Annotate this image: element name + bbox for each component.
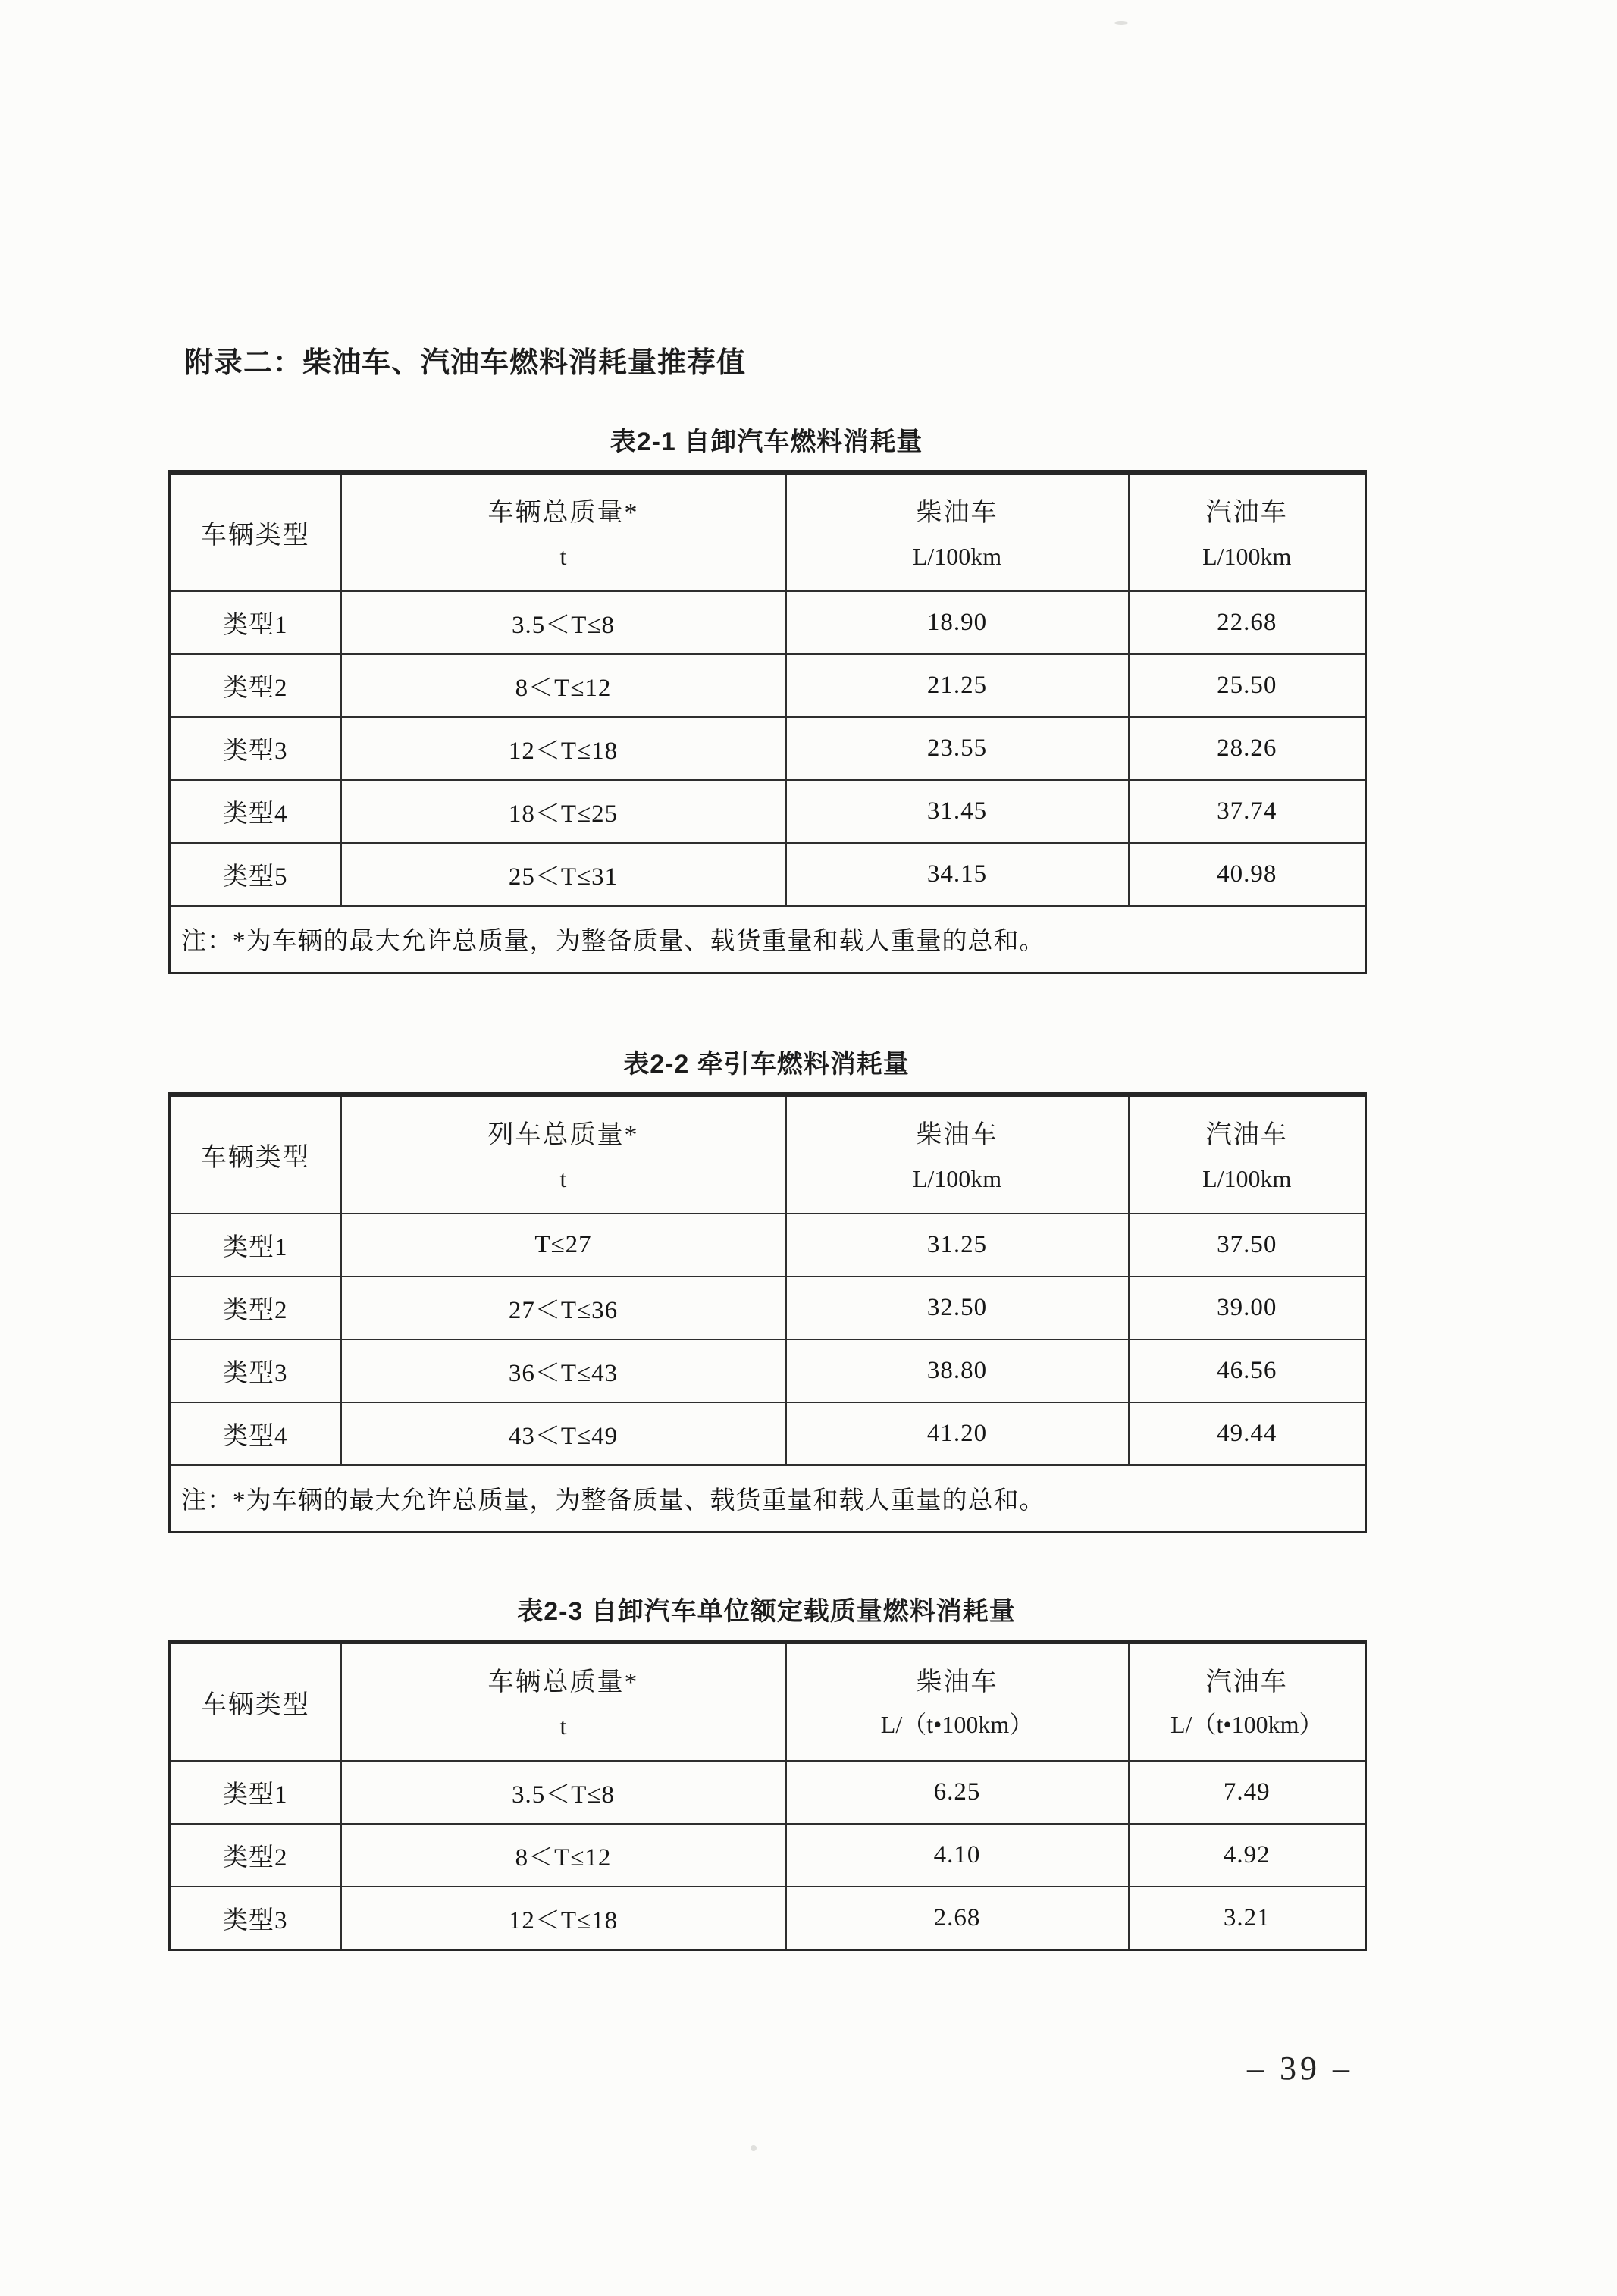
col-header-diesel — [786, 1095, 1129, 1214]
cell-gasoline-value: 37.50 — [1129, 1214, 1366, 1276]
cell-gasoline-value: 25.50 — [1129, 654, 1366, 717]
cell-vehicle-type: 类型2 — [170, 654, 341, 717]
table-2-2 — [168, 1092, 1367, 1533]
col-header-gasoline — [1129, 1642, 1366, 1761]
cell-mass-range: 18＜T≤25 — [341, 780, 786, 843]
col-header-label: 车辆总质量* — [487, 1668, 639, 1696]
cell-mass-range: 3.5＜T≤8 — [341, 591, 786, 654]
table-row — [170, 1339, 1366, 1402]
col-header-unit: L/100km — [1202, 543, 1292, 570]
col-header-gasoline — [1129, 472, 1366, 591]
cell-gasoline-value: 49.44 — [1129, 1402, 1366, 1465]
col-header-label: 列车总质量* — [487, 1121, 639, 1149]
table-row — [170, 1214, 1366, 1276]
cell-mass-range: 27＜T≤36 — [341, 1276, 786, 1339]
col-header-label: 车辆类型 — [200, 522, 310, 550]
col-header-unit: L/100km — [912, 543, 1002, 570]
col-header-unit: L/（t•100km） — [880, 1711, 1034, 1738]
table-header-row — [170, 1642, 1366, 1761]
table-note-row — [170, 1465, 1366, 1532]
cell-vehicle-type: 类型2 — [170, 1824, 341, 1887]
col-header-diesel — [786, 1642, 1129, 1761]
cell-diesel-value: 23.55 — [786, 717, 1129, 780]
col-header-diesel — [786, 472, 1129, 591]
cell-diesel-value: 32.50 — [786, 1276, 1129, 1339]
table-row — [170, 1761, 1366, 1824]
cell-mass-range: 8＜T≤12 — [341, 654, 786, 717]
cell-mass-range: 12＜T≤18 — [341, 717, 786, 780]
scan-artifact — [751, 2145, 757, 2151]
col-header-label: 柴油车 — [916, 499, 998, 527]
table-2-3 — [168, 1640, 1367, 1951]
cell-diesel-value: 38.80 — [786, 1339, 1129, 1402]
col-header-unit: L/100km — [912, 1165, 1002, 1192]
col-header-vehicle-type — [170, 1642, 341, 1761]
cell-vehicle-type: 类型2 — [170, 1276, 341, 1339]
col-header-gross-mass — [341, 472, 786, 591]
appendix-heading: 附录二：柴油车、汽油车燃料消耗量推荐值 — [184, 347, 747, 379]
table-row — [170, 1824, 1366, 1887]
cell-diesel-value: 41.20 — [786, 1402, 1129, 1465]
table-2-1-section — [168, 429, 1365, 974]
cell-mass-range: 8＜T≤12 — [341, 1824, 786, 1887]
table-header-row — [170, 472, 1366, 591]
cell-diesel-value: 34.15 — [786, 843, 1129, 906]
col-header-unit: L/（t•100km） — [1170, 1711, 1324, 1738]
col-header-label: 汽油车 — [1205, 1121, 1288, 1149]
cell-vehicle-type: 类型1 — [170, 1761, 341, 1824]
cell-diesel-value: 18.90 — [786, 591, 1129, 654]
table-row — [170, 1887, 1366, 1950]
cell-vehicle-type: 类型4 — [170, 780, 341, 843]
table-row — [170, 717, 1366, 780]
cell-diesel-value: 31.45 — [786, 780, 1129, 843]
table-note: 注：*为车辆的最大允许总质量，为整备质量、载货重量和载人重量的总和。 — [170, 1465, 1366, 1532]
col-header-unit: t — [559, 1712, 567, 1740]
cell-vehicle-type: 类型3 — [170, 1887, 341, 1950]
cell-diesel-value: 21.25 — [786, 654, 1129, 717]
table-row — [170, 780, 1366, 843]
table-2-3-title: 表2-3 自卸汽车单位额定载质量燃料消耗量 — [517, 1597, 1016, 1626]
cell-gasoline-value: 7.49 — [1129, 1761, 1366, 1824]
table-note: 注：*为车辆的最大允许总质量，为整备质量、载货重量和载人重量的总和。 — [170, 906, 1366, 973]
col-header-label: 车辆类型 — [200, 1144, 310, 1172]
scan-artifact — [1114, 21, 1128, 25]
col-header-train-mass — [341, 1095, 786, 1214]
cell-gasoline-value: 4.92 — [1129, 1824, 1366, 1887]
cell-gasoline-value: 40.98 — [1129, 843, 1366, 906]
col-header-unit: t — [559, 543, 567, 570]
col-header-label: 车辆总质量* — [487, 499, 639, 527]
cell-vehicle-type: 类型1 — [170, 591, 341, 654]
table-2-1-title: 表2-1 自卸汽车燃料消耗量 — [610, 428, 923, 456]
cell-mass-range: 3.5＜T≤8 — [341, 1761, 786, 1824]
cell-diesel-value: 31.25 — [786, 1214, 1129, 1276]
cell-vehicle-type: 类型3 — [170, 717, 341, 780]
table-header-row — [170, 1095, 1366, 1214]
col-header-gasoline — [1129, 1095, 1366, 1214]
cell-gasoline-value: 37.74 — [1129, 780, 1366, 843]
table-row — [170, 1402, 1366, 1465]
col-header-label: 汽油车 — [1205, 1668, 1288, 1696]
cell-gasoline-value: 3.21 — [1129, 1887, 1366, 1950]
cell-mass-range: 43＜T≤49 — [341, 1402, 786, 1465]
table-2-1 — [168, 470, 1367, 974]
cell-mass-range: 12＜T≤18 — [341, 1887, 786, 1950]
table-2-2-title: 表2-2 牵引车燃料消耗量 — [623, 1050, 910, 1079]
cell-vehicle-type: 类型4 — [170, 1402, 341, 1465]
cell-mass-range: T≤27 — [341, 1214, 786, 1276]
col-header-vehicle-type — [170, 1095, 341, 1214]
col-header-label: 柴油车 — [916, 1121, 998, 1149]
table-row — [170, 1276, 1366, 1339]
table-row — [170, 591, 1366, 654]
table-row — [170, 654, 1366, 717]
cell-diesel-value: 6.25 — [786, 1761, 1129, 1824]
col-header-unit: L/100km — [1202, 1165, 1292, 1192]
table-row — [170, 843, 1366, 906]
cell-mass-range: 25＜T≤31 — [341, 843, 786, 906]
cell-vehicle-type: 类型1 — [170, 1214, 341, 1276]
cell-gasoline-value: 28.26 — [1129, 717, 1366, 780]
table-2-2-section — [168, 1051, 1365, 1533]
col-header-vehicle-type — [170, 472, 341, 591]
cell-vehicle-type: 类型3 — [170, 1339, 341, 1402]
cell-mass-range: 36＜T≤43 — [341, 1339, 786, 1402]
col-header-label: 车辆类型 — [200, 1691, 310, 1719]
col-header-gross-mass — [341, 1642, 786, 1761]
cell-gasoline-value: 22.68 — [1129, 591, 1366, 654]
page-number: – 39 – — [1247, 2050, 1353, 2087]
col-header-label: 汽油车 — [1205, 499, 1288, 527]
cell-diesel-value: 2.68 — [786, 1887, 1129, 1950]
col-header-unit: t — [559, 1165, 567, 1192]
table-2-3-section — [168, 1599, 1365, 1951]
col-header-label: 柴油车 — [916, 1668, 998, 1696]
table-note-row — [170, 906, 1366, 973]
cell-gasoline-value: 39.00 — [1129, 1276, 1366, 1339]
cell-vehicle-type: 类型5 — [170, 843, 341, 906]
cell-gasoline-value: 46.56 — [1129, 1339, 1366, 1402]
cell-diesel-value: 4.10 — [786, 1824, 1129, 1887]
